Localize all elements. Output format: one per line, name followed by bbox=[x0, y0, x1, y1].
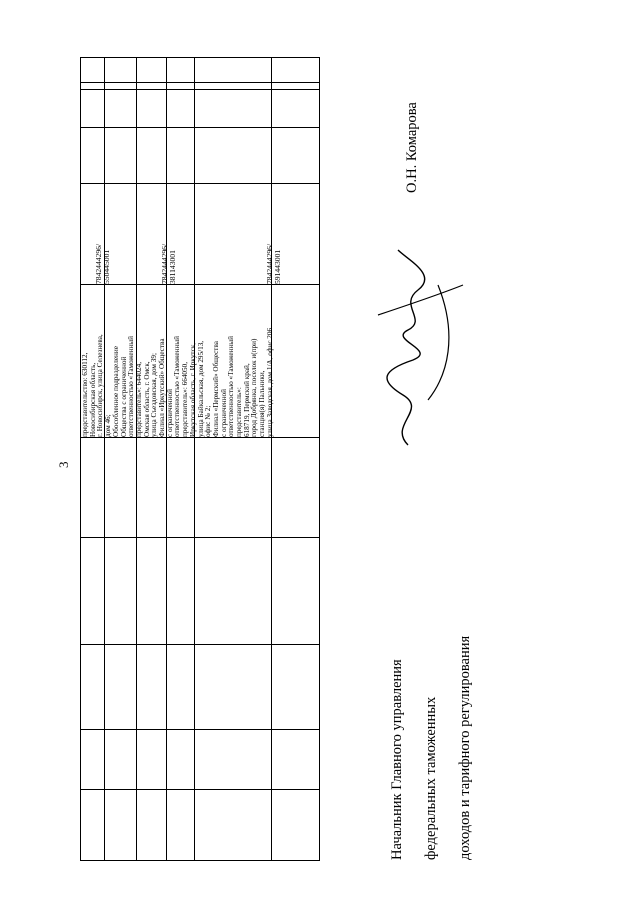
column-divider bbox=[81, 89, 319, 90]
address-line: дом 46; bbox=[104, 414, 113, 437]
signatory-title-line: Начальник Главного управления bbox=[389, 659, 405, 860]
column-divider bbox=[81, 284, 319, 285]
registry-table bbox=[80, 57, 320, 861]
address-line: ответственностью «Таможенный bbox=[227, 336, 236, 437]
address-line: Новосибирская область, bbox=[88, 362, 97, 437]
signatory-name: О.Н. Комарова bbox=[404, 102, 420, 193]
address-line: представитель»: bbox=[235, 387, 244, 437]
address-line: ответственностью «Таможенный bbox=[127, 336, 136, 437]
address-line: улица Байкальская, дом 295/13, bbox=[196, 340, 205, 437]
row-divider bbox=[194, 58, 195, 860]
address-line: город Добрянка, поселок и(при) bbox=[250, 338, 259, 437]
address-line: Омская область, г. Омск, bbox=[142, 361, 151, 437]
address-line: Филиал «Иркутский» Общества bbox=[158, 338, 167, 437]
signatory-title-line: федеральных таможенных bbox=[423, 696, 439, 860]
handwritten-signature bbox=[368, 245, 472, 455]
column-divider bbox=[81, 789, 319, 790]
column-divider bbox=[81, 437, 319, 438]
signatory-title bbox=[372, 560, 491, 860]
address-line: ответственностью «Таможенный bbox=[173, 336, 182, 437]
column-divider bbox=[81, 729, 319, 730]
address-line: представитель»: 664050, bbox=[181, 362, 190, 437]
column-divider bbox=[81, 127, 319, 128]
address-line: Иркутская область, г. Иркутск, bbox=[188, 342, 197, 437]
column-divider bbox=[81, 537, 319, 538]
address-line: 618719, Пермский край, bbox=[242, 363, 251, 437]
row-divider bbox=[104, 58, 105, 860]
row-divider bbox=[136, 58, 137, 860]
signatory-title-line: доходов и тарифного регулирования bbox=[457, 635, 473, 860]
address-line: офис № 2; bbox=[204, 405, 213, 437]
address-line: представитель»: 644024, bbox=[134, 362, 143, 437]
address-line: улица Съездовская, дом 39; bbox=[150, 353, 159, 437]
inn-kpp-value: 7842444296/ 550445001 bbox=[94, 243, 111, 284]
inn-kpp-value: 7842444296/ 381143001 bbox=[160, 243, 177, 284]
address-line: г. Новосибирск, улица Селезнева, bbox=[96, 334, 105, 437]
address-line: Филиал «Пермский» Общества bbox=[211, 341, 220, 437]
inn-kpp-value: 7842444296/ 591443001 bbox=[265, 243, 282, 284]
address-line: с ограниченной bbox=[165, 389, 174, 437]
row-divider bbox=[271, 58, 272, 860]
address-line: с ограниченной bbox=[219, 389, 228, 437]
address-line: Общества с ограниченной bbox=[119, 356, 128, 437]
address-line: станция(я) Пальники, bbox=[258, 370, 267, 437]
page-number: 3 bbox=[56, 461, 71, 468]
column-divider bbox=[81, 82, 319, 83]
row-divider bbox=[166, 58, 167, 860]
column-divider bbox=[81, 644, 319, 645]
address-cell bbox=[82, 287, 272, 437]
address-line: Обособленное подразделение bbox=[111, 346, 120, 437]
address-line: представительство: 630112, bbox=[81, 352, 89, 437]
column-divider bbox=[81, 183, 319, 184]
address-line: улица Заводская, дом 1/А, офис 206 bbox=[265, 327, 274, 437]
